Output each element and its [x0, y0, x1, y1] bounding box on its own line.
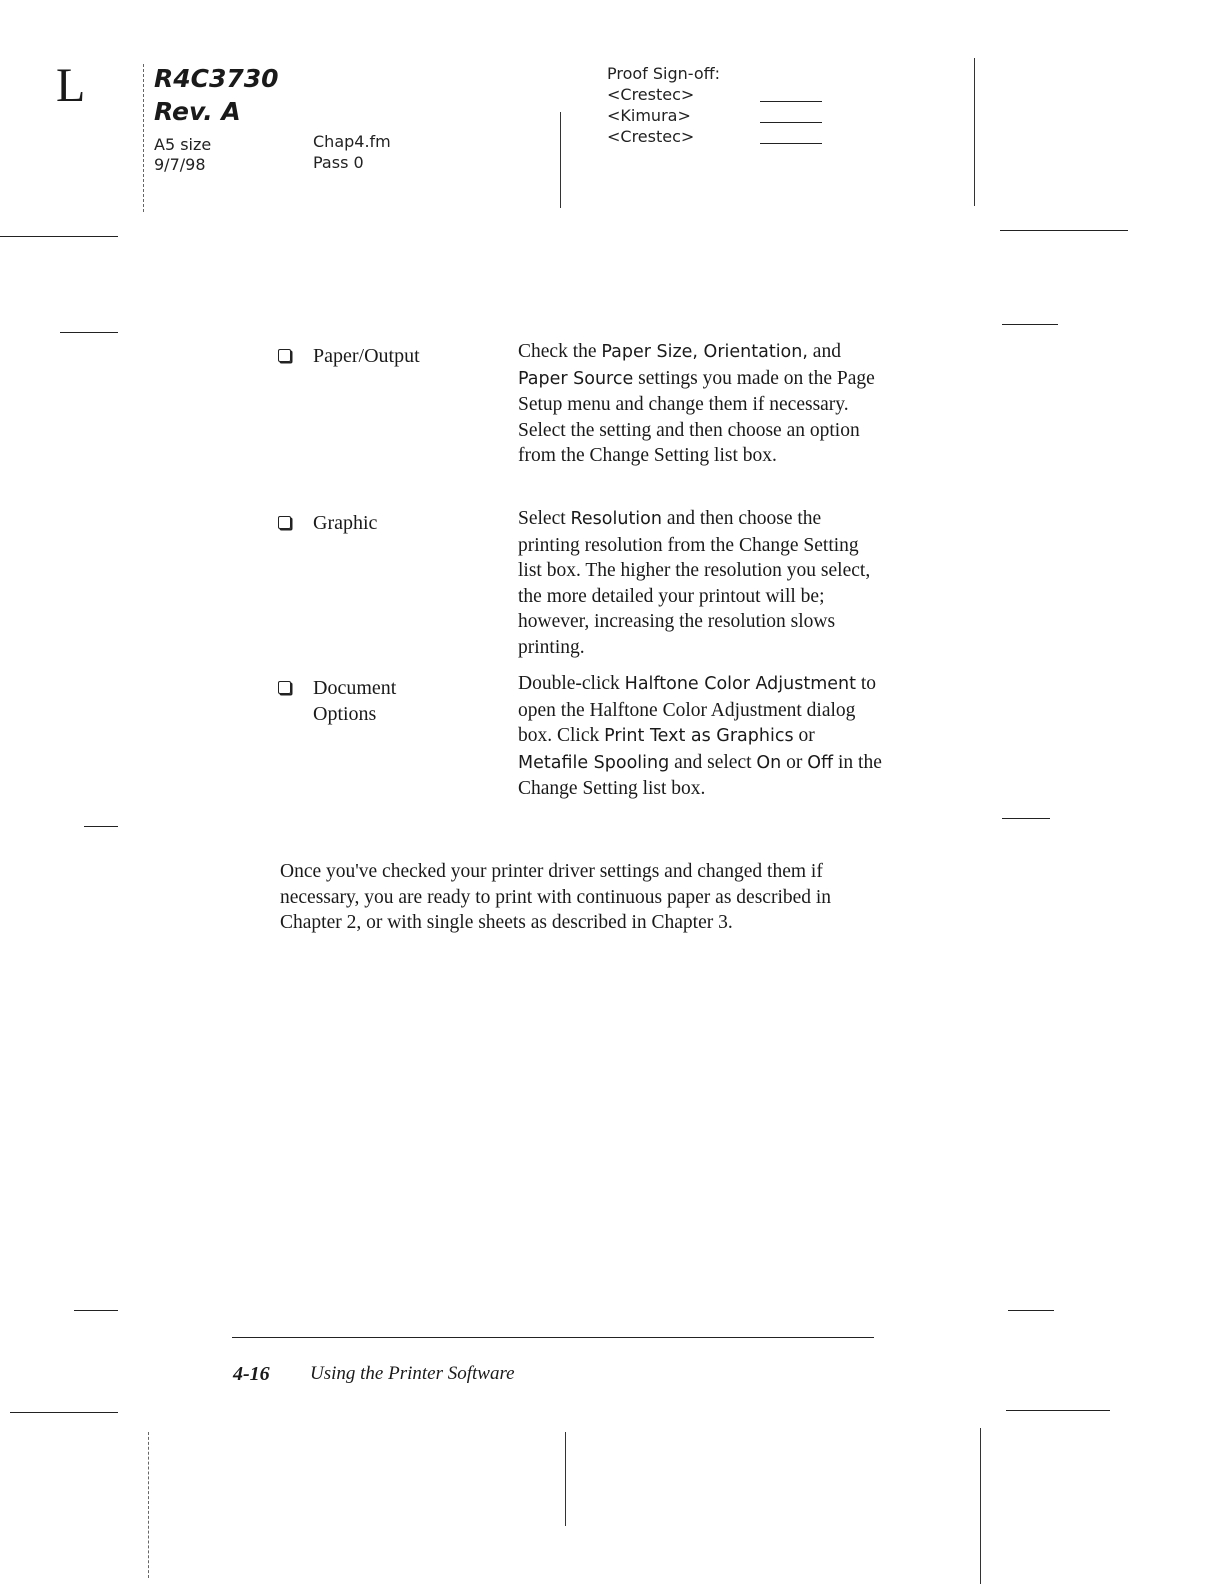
signature-line [760, 143, 822, 144]
description-text: in the Change Setting list box. [518, 751, 882, 799]
description-text: or [781, 751, 808, 773]
crop-mark [974, 58, 975, 206]
ui-term: Resolution [570, 509, 662, 529]
crop-mark [1002, 818, 1050, 819]
item-description [518, 506, 883, 660]
description-text: to open the Halftone Color Adjustment dialog box. Click [518, 673, 877, 746]
crop-mark [10, 1412, 118, 1413]
signature-line [760, 122, 822, 123]
item-description [518, 339, 883, 469]
description-text: Double-click [518, 673, 625, 694]
ui-term: Off [807, 752, 834, 773]
ui-term: Paper Size, Orientation, [601, 342, 808, 362]
crop-mark [84, 826, 118, 827]
ui-term: Halftone Color Adjustment [624, 674, 856, 694]
page-number: 4-16 [233, 1363, 270, 1385]
crop-mark [560, 112, 561, 208]
document-revision: Rev. A [154, 97, 241, 126]
crop-mark [148, 1432, 149, 1578]
crop-mark [60, 332, 118, 333]
checkbox-bullet-icon [278, 681, 291, 694]
item-term: Graphic [313, 512, 378, 534]
description-text: Check the [518, 341, 602, 362]
description-text: or [793, 725, 815, 746]
ui-term: Metafile Spooling [518, 752, 670, 773]
document-code: R4C3730 [154, 64, 279, 93]
proof-signer: <Crestec> [607, 85, 695, 104]
ui-term: On [756, 752, 782, 773]
item-term-line: Document [313, 677, 397, 699]
file-name: Chap4.fm [313, 132, 391, 151]
crop-mark [980, 1428, 981, 1584]
description-text: settings you made on the Page Setup menu and change them if necessary. Select the setting and then choose an option from the Change Setting list box. [518, 367, 875, 466]
proof-title: Proof Sign-off: [607, 64, 721, 83]
item-term [313, 675, 493, 727]
ui-term: Print Text as Graphics [604, 726, 794, 746]
description-text: and select [669, 751, 757, 773]
ui-term: Paper Source [518, 368, 634, 389]
print-date: 9/7/98 [154, 155, 206, 174]
proof-signer: <Kimura> [607, 106, 691, 125]
description-text: and [807, 341, 841, 362]
closing-paragraph: Once you've checked your printer driver settings and changed them if necessary, you are ready to print with continuous paper as described in Chapter 2, or with single sheets as described in Chapter 3. [280, 861, 832, 933]
page-size: A5 size [154, 135, 212, 154]
item-term-line: Options [313, 703, 377, 725]
description-text: Select [518, 508, 571, 529]
crop-mark [0, 236, 118, 237]
checkbox-bullet-icon [278, 349, 291, 362]
description-text: and then choose the printing resolution from the Change Setting list box. The higher the resolution you select, the more detailed your printout will be; however, increasing the resolution slows printing. [518, 508, 871, 658]
signature-line [760, 101, 822, 102]
crop-mark [1002, 324, 1058, 325]
crop-mark [565, 1432, 566, 1526]
checkbox-bullet-icon [278, 516, 291, 529]
crop-mark [1006, 1410, 1110, 1411]
footer-title: Using the Printer Software [310, 1363, 515, 1384]
crop-mark [143, 64, 144, 212]
footer-rule [232, 1337, 874, 1338]
item-term: Paper/Output [313, 345, 420, 367]
item-description [518, 671, 883, 802]
crop-mark [74, 1310, 118, 1311]
pass-number: Pass 0 [313, 153, 364, 172]
corner-letter: L [56, 59, 86, 112]
crop-mark [1008, 1310, 1054, 1311]
crop-mark [1000, 230, 1128, 231]
proof-signer: <Crestec> [607, 127, 695, 146]
proof-sign-off [607, 63, 720, 147]
